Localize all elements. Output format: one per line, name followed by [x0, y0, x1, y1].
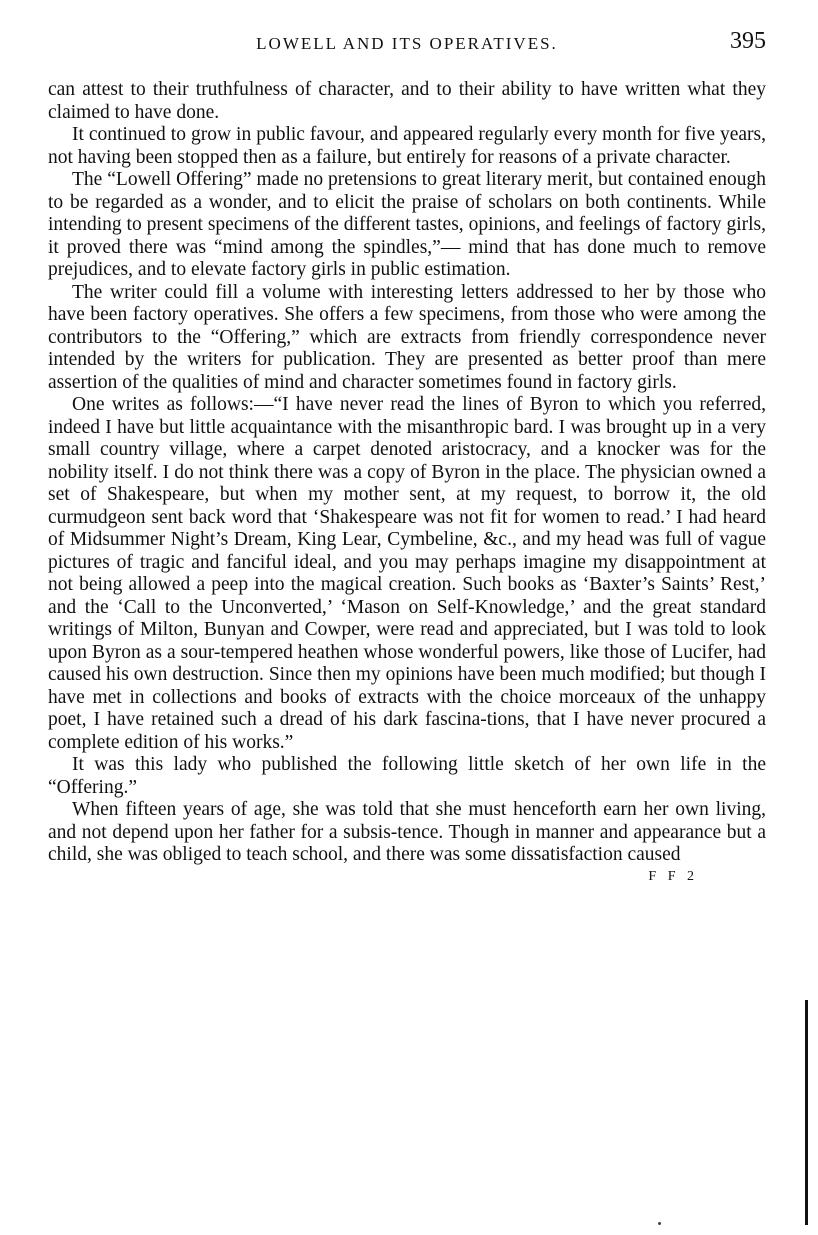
book-page: [48, 24, 766, 885]
paragraph: It continued to grow in public favour, and appeared regularly every month for five years, not having been stopped then as a failure, but entirely for reasons of a private character.: [48, 124, 766, 168]
paper-speck: [658, 1222, 661, 1225]
paragraph: can attest to their truthfulness of character, and to their ability to have written what they claimed to have done.: [48, 79, 766, 123]
paragraph: When fifteen years of age, she was told that she must henceforth earn her own living, and not depend upon her father for a subsis-tence. Though in manner and appearance but a child, she was obliged to teach school, and there was some dissatisfaction caused: [48, 799, 766, 865]
page-header: [48, 24, 766, 84]
printer-signature: F F 2: [648, 868, 698, 884]
body-text: [48, 79, 766, 867]
paragraph: One writes as follows:—“I have never read the lines of Byron to which you referred, indeed I have but little acquaintance with the misanthropic bard. I was brought up in a very small country village, where a carpet denoted aristocracy, and a knocker was for the nobility itself. I do not think there was a copy of Byron in the place. The physician owned a set of Shakespeare, but when my mother sent, at my request, to borrow it, the old curmudgeon sent back word that ‘Shakespeare was not fit for women to read.’ I had heard of Midsummer Night’s Dream, King Lear, Cymbeline, &c., and my head was full of vague pictures of tragic and fanciful ideal, and you may perhaps imagine my disappointment at not being allowed a peep into the magical creation. Such books as ‘Baxter’s Saints’ Rest,’ and the ‘Call to the Unconverted,’ ‘Mason on Self-Knowledge,’ and the great standard writings of Milton, Bunyan and Cowper, were read and appreciated, but I was told to look upon Byron as a sour-tempered heathen whose wonderful powers, like those of Lucifer, had caused his own destruction. Since then my opinions have been much modified; but though I have met in collections and books of extracts with the choice morceaux of the unhappy poet, I have retained such a dread of his dark fascina-tions, that I have never procured a complete edition of his works.”: [48, 394, 766, 753]
page-edge-line: [805, 1000, 808, 1225]
paragraph: The “Lowell Offering” made no pretensions to great literary merit, but contained enough to be regarded as a wonder, and to elicit the praise of scholars on both continents. While intending to present specimens of the different tastes, opinions, and feelings of factory girls, it proved there was “mind among the spindles,”— mind that has done much to remove prejudices, and to elevate factory girls in public estimation.: [48, 169, 766, 280]
paragraph: The writer could fill a volume with interesting letters addressed to her by those who have been factory operatives. She offers a few specimens, from those who were among the contributors to the “Offering,” which are extracts from friendly correspondence never intended by the writers for publication. They are presented as better proof than mere assertion of the qualities of mind and character sometimes found in factory girls.: [48, 281, 766, 393]
paragraph: It was this lady who published the following little sketch of her own life in the “Offering.”: [48, 754, 766, 798]
running-title: LOWELL AND ITS OPERATIVES.: [256, 34, 558, 53]
page-number: 395: [730, 28, 766, 54]
